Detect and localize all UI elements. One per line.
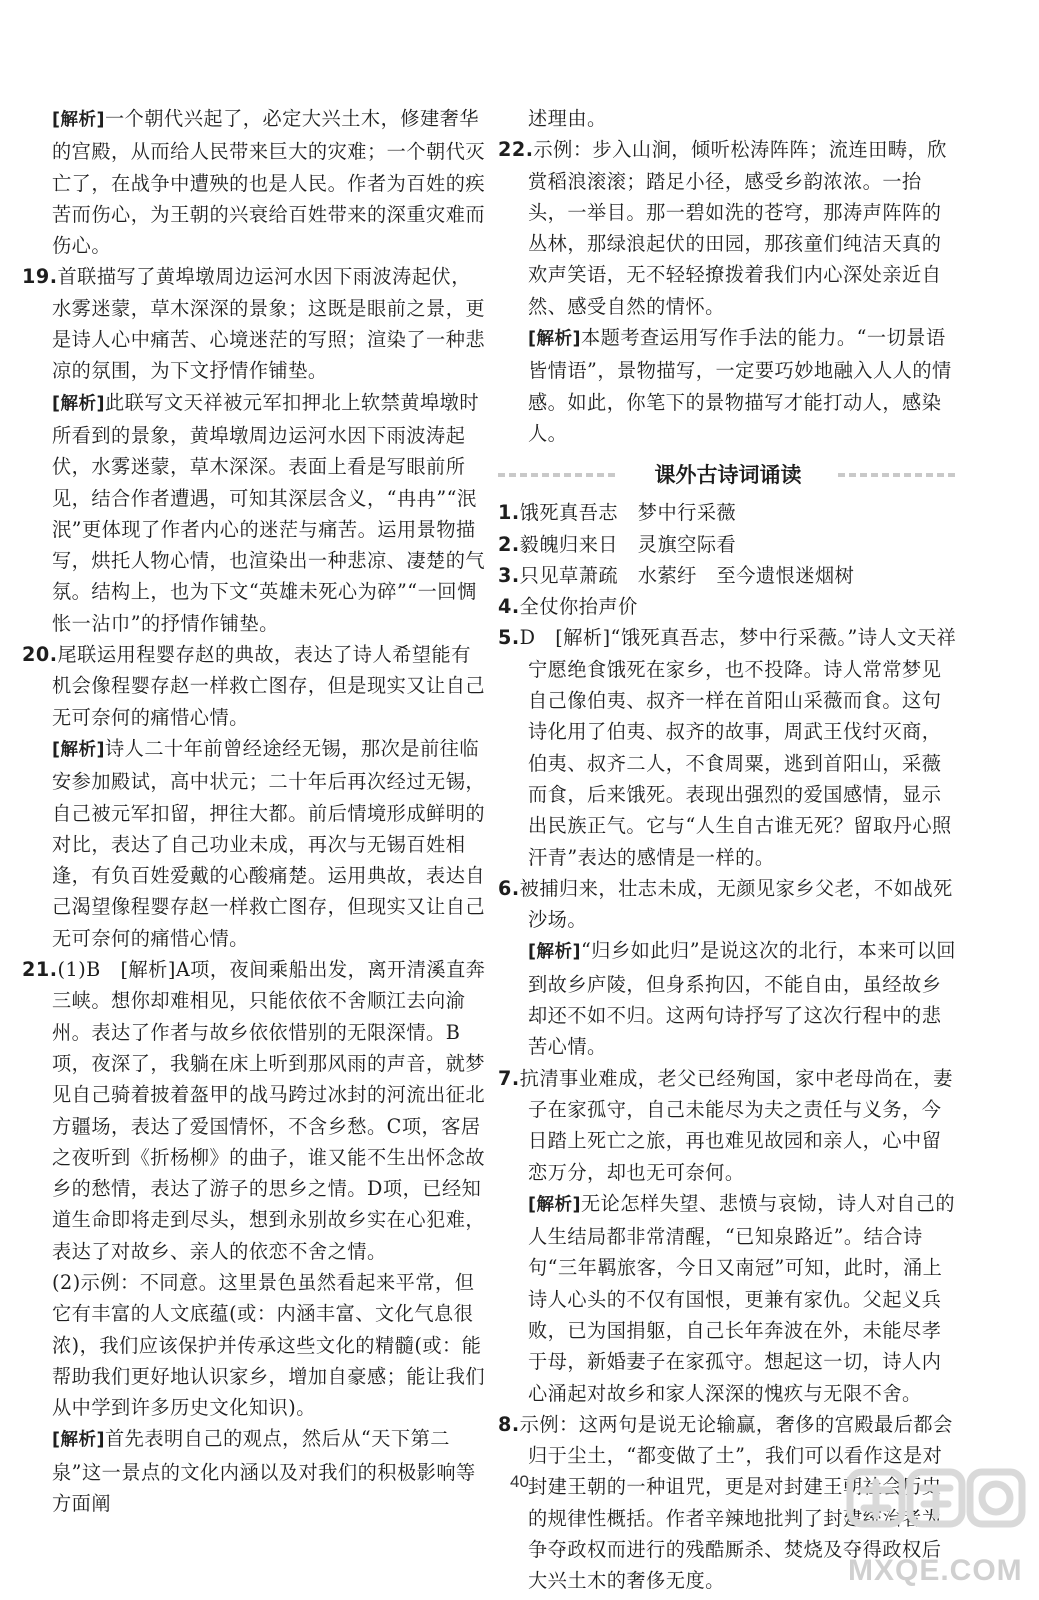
answer-item [498, 622, 958, 872]
paragraph-text: 抗清事业难成，老父已经殉国，家中老母尚在，妻子在家孤守，自己未能尽为夫之责任与义务，今日踏上死亡之旅，再也难见故园和亲人，心中留恋万分，却也无可奈何。 [519, 1066, 953, 1184]
answers-classical-poetry [498, 497, 958, 1596]
analysis-paragraph [498, 935, 958, 1062]
paragraph-text: 示例：步入山涧，倾听松涛阵阵；流连田畴，欣赏稻浪滚滚；踏足小径，感受乡韵浓浓。一抬头，一举目。那一碧如洗的苍穹，那涛声阵阵的丛林，那绿浪起伏的田园，那孩童们纯洁天真的欢声笑语，无不轻轻撩拨着我们内心深处亲近自然、感受自然的情怀。 [528, 138, 947, 318]
paragraph-text: 一个朝代兴起了，必定大兴土木，修建奢华的宫殿，从而给人民带来巨大的灾难；一个朝代灭亡了，在战争中遭殃的也是人民。作者为百姓的疾苦而伤心，为王朝的兴衰给百姓带来的深重灾难而伤心。 [52, 107, 486, 258]
analysis-tag: [解析] [52, 110, 105, 130]
item-number: 21. [22, 958, 58, 982]
paragraph-text: 此联写文天祥被元军扣押北上软禁黄埠墩时所看到的景象，黄埠墩周边运河水因下雨波涛起伏，水雾迷蒙，草木深深。表面上看是写眼前所见，结合作者遭遇，可知其深层含义，“冉冉”“泯泯”更体现了作者内心的迷茫与痛苦。运用景物描写，烘托人物心情，也渲染出一种悲凉、凄楚的气氛。结构上，也为下文“英雄未死心为碎”“一回惆怅一沾巾”的抒情作铺垫。 [52, 390, 486, 635]
analysis-paragraph [498, 103, 958, 134]
item-number: 5. [498, 626, 520, 650]
answer-item [22, 954, 490, 1267]
item-number: 1. [498, 501, 520, 525]
analysis-paragraph [22, 103, 490, 261]
analysis-paragraph [498, 322, 958, 449]
analysis-tag: [解析] [52, 739, 105, 760]
analysis-tag: [解析] [528, 329, 581, 350]
analysis-tag: [解析] [52, 393, 105, 414]
paragraph-text: 尾联运用程婴存赵的典故，表达了诗人希望能有机会像程婴存赵一样救亡图存，但是现实又让自己无可奈何的痛惜心情。 [52, 643, 486, 729]
paragraph-text: “归乡如此归”是说这次的北行，本来可以回到故乡庐陵，但身系拘囚，不能自由，虽经故乡却还不如不归。这两句诗抒写了这次行程中的悲苦心情。 [528, 939, 956, 1059]
answer-item [498, 497, 958, 528]
heading-decoration-right [838, 473, 958, 477]
section-title: 课外古诗词诵读 [654, 463, 802, 488]
paragraph-text: 首先表明自己的观点，然后从“天下第二泉”这一景点的文化内涵以及对我们的积极影响等方面阐 [52, 1427, 476, 1516]
paragraph-text: (2)示例：不同意。这里景色虽然看起来平常，但它有丰富的人文底蕴(或：内涵丰富、文化气息很浓)，我们应该保护并传承这些文化的精髓(或：能帮助我们更好地认识家乡，增加自豪感；能让我们从中学到许多历史文化知识)。 [52, 1270, 486, 1420]
heading-decoration-left [498, 473, 618, 477]
answer-item [498, 529, 958, 560]
paragraph-text: (1)B [解析]A项，夜间乘船出发，离开清溪直奔三峡。想你却难相见，只能依依不舍顺江去向渝州。表达了作者与故乡依依惜别的无限深情。B项，夜深了，我躺在床上听到那风雨的声音，就梦见自己骑着披着盔甲的战马跨过冰封的河流出征北方疆场，表达了爱国情怀，不含乡愁。C项，客居之夜听到《折杨柳》的曲子，谁又能不生出怀念故乡的愁情，表达了游子的思乡之情。D项，已经知道生命即将走到尽头，想到永别故乡实在心犯难，表达了对故乡、亲人的依恋不舍之情。 [52, 958, 486, 1263]
paragraph-text: 毅魄归来日 灵旗空际看 [519, 532, 737, 556]
analysis-paragraph [22, 733, 490, 954]
paragraph-text: 无论怎样失望、悲愤与哀恸，诗人对自己的人生结局都非常清醒，“已知泉路近”。结合诗句“三年羁旅客，今日又南冠”可知，此时，涌上诗人心头的不仅有国恨，更兼有家仇。父起义兵败，已为国捐躯，自己长年奔波在外，未能尽孝于母，新婚妻子在家孤守。想起这一切，诗人内心涌起对故乡和家人深深的愧疚与无限不舍。 [528, 1191, 956, 1405]
item-number: 2. [498, 532, 520, 556]
paragraph-text: D [解析]“饿死真吾志，梦中行采薇。”诗人文天祥宁愿绝食饿死在家乡，也不投降。诗人常常梦见自己像伯夷、叔齐一样在首阳山采薇而食。这句诗化用了伯夷、叔齐的故事，周武王伐纣灭商，伯夷、叔齐二人，不食周粟，逃到首阳山，采薇而食，后来饿死。表现出强烈的爱国感情，显示出民族正气。它与“人生自古谁无死？留取丹心照汗青”表达的感情是一样的。 [519, 626, 957, 869]
paragraph-text: 示例：这两句是说无论输赢，奢侈的宫殿最后都会归于尘土，“都变做了土”，我们可以看作这是对封建王朝的一种诅咒，更是对封建王朝社会历史的规律性概括。作者辛辣地批判了封建统治者为争夺政权而进行的残酷厮杀、焚烧及夺得政权后大兴土木的奢侈无度。 [519, 1412, 953, 1593]
answer-item [22, 261, 490, 386]
answer-item [498, 1063, 958, 1188]
analysis-tag: [解析] [52, 1430, 105, 1451]
paragraph-text: 本题考查运用写作手法的能力。“一切景语皆情语”，景物描写，一定要巧妙地融入人人的情感。如此，你笔下的景物描写才能打动人，感染人。 [528, 326, 952, 445]
answer-item [498, 873, 958, 936]
left-column [22, 103, 490, 1519]
item-number: 19. [22, 265, 58, 289]
section-heading [498, 455, 958, 495]
item-number: 4. [498, 595, 520, 619]
paragraph-text: 只见草萧疏 水萦纡 至今遗恨迷烟树 [519, 563, 855, 587]
answers-previous-section [498, 103, 958, 449]
analysis-paragraph [22, 387, 490, 639]
paragraph-text: 饿死真吾志 梦中行采薇 [519, 501, 737, 525]
answer-item [498, 591, 958, 622]
paragraph-text: 首联描写了黄埠墩周边运河水因下雨波涛起伏，水雾迷蒙，草木深深的景象；这既是眼前之景，更是诗人心中痛苦、心境迷茫的写照；渲染了一种悲凉的氛围，为下文抒情作铺垫。 [52, 265, 486, 383]
analysis-paragraph [498, 1188, 958, 1409]
paragraph-text: 被捕归来，壮志未成，无颜见家乡父老，不如战死沙场。 [519, 876, 953, 932]
analysis-paragraph [22, 1267, 490, 1423]
item-number: 7. [498, 1066, 520, 1090]
paragraph-text: 全仗你抬声价 [519, 595, 638, 619]
answer-item [22, 639, 490, 733]
analysis-tag: [解析] [528, 942, 581, 963]
page-number: 40 [510, 1472, 529, 1491]
answer-item [498, 134, 958, 322]
item-number: 3. [498, 563, 520, 587]
item-number: 6. [498, 876, 520, 900]
analysis-tag: [解析] [528, 1194, 581, 1215]
paragraph-text: 诗人二十年前曾经途经无锡，那次是前往临安参加殿试，高中状元；二十年后再次经过无锡，自己被元军扣留，押往大都。前后情境形成鲜明的对比，表达了自己功业未成，再次与无锡百姓相逢，有负百姓爱戴的心酸痛楚。运用典故，表达自己渴望像程婴存赵一样救亡图存，但现实又让自己无可奈何的痛惜心情。 [52, 736, 486, 950]
answer-item [498, 560, 958, 591]
item-number: 8. [498, 1412, 520, 1436]
paragraph-text: 述理由。 [528, 107, 607, 130]
item-number: 22. [498, 138, 534, 162]
right-column [498, 103, 958, 1597]
item-number: 20. [22, 643, 58, 667]
watermark-text: MXQE.COM [848, 1554, 1023, 1587]
